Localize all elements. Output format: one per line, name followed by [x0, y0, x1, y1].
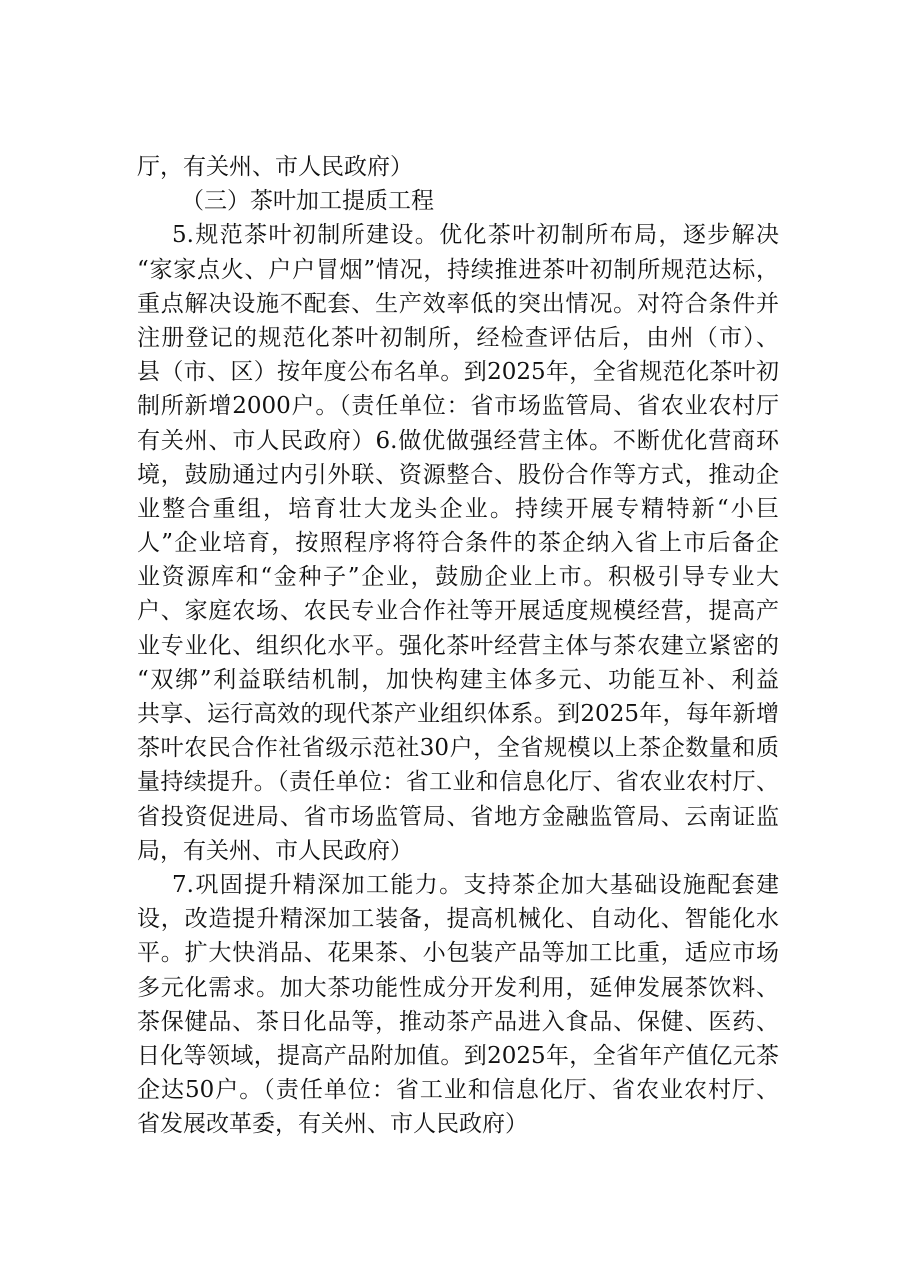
text-line: 人”企业培育，按照程序将符合条件的茶企纳入省上市后备企 — [137, 530, 779, 557]
text-line: 业专业化、组织化水平。强化茶叶经营主体与茶农建立紧密的 — [137, 632, 779, 659]
text-line: 省发展改革委，有关州、市人民政府） — [137, 1111, 528, 1138]
text-line: 茶叶农民合作社省级示范社30户，全省规模以上茶企数量和质 — [137, 735, 779, 762]
text-line: 县（市、区）按年度公布名单。到2025年，全省规范化茶叶初 — [137, 359, 779, 386]
text-line: 茶保健品、茶日化品等，推动茶产品进入食品、保健、医药、 — [137, 1008, 779, 1035]
text-line: 量持续提升。（责任单位：省工业和信息化厅、省农业农村厅、 — [137, 769, 779, 796]
text-line: 户、家庭农场、农民专业合作社等开展适度规模经营，提高产 — [137, 598, 779, 625]
text-line: 平。扩大快消品、花果茶、小包装产品等加工比重，适应市场 — [137, 940, 779, 967]
text-line: 共享、运行高效的现代茶产业组织体系。到2025年，每年新增 — [137, 701, 779, 727]
text-line: 局，有关州、市人民政府） — [137, 837, 413, 864]
text-line: 注册登记的规范化茶叶初制所，经检查评估后，由州（市）、 — [137, 324, 779, 351]
text-line: 境，鼓励通过内引外联、资源整合、股份合作等方式，推动企 — [137, 461, 779, 488]
document-body — [137, 150, 779, 1141]
text-line: 设，改造提升精深加工装备，提高机械化、自动化、智能化水 — [137, 906, 779, 933]
text-line: 制所新增2000户。（责任单位：省市场监管局、省农业农村厅 — [137, 393, 779, 420]
text-line: 业整合重组，培育壮大龙头企业。持续开展专精特新“小巨 — [137, 495, 779, 522]
section-heading: （三）茶叶加工提质工程 — [181, 188, 434, 215]
text-line: “双绑”利益联结机制，加快构建主体多元、功能互补、利益 — [137, 666, 779, 693]
text-line: 多元化需求。加大茶功能性成分开发利用，延伸发展茶饮料、 — [137, 974, 779, 1001]
text-line: 日化等领域，提高产品附加值。到2025年，全省年产值亿元茶 — [137, 1042, 779, 1069]
text-line: 企达50户。（责任单位：省工业和信息化厅、省农业农村厅、 — [137, 1077, 779, 1104]
text-line: 省投资促进局、省市场监管局、省地方金融监管局、云南证监 — [137, 803, 779, 830]
text-line: “家家点火、户户冒烟”情况，持续推进茶叶初制所规范达标， — [137, 256, 779, 283]
text-line: 5.规范茶叶初制所建设。优化茶叶初制所布局，逐步解决 — [172, 222, 779, 249]
text-line: 7.巩固提升精深加工能力。支持茶企加大基础设施配套建 — [172, 871, 779, 898]
text-line: 重点解决设施不配套、生产效率低的突出情况。对符合条件并 — [137, 290, 779, 317]
text-line: 厅，有关州、市人民政府） — [137, 154, 413, 180]
text-line: 业资源库和“金种子”企业，鼓励企业上市。积极引导专业大 — [137, 564, 779, 591]
text-line: 有关州、市人民政府）6.做优做强经营主体。不断优化营商环 — [137, 427, 779, 454]
